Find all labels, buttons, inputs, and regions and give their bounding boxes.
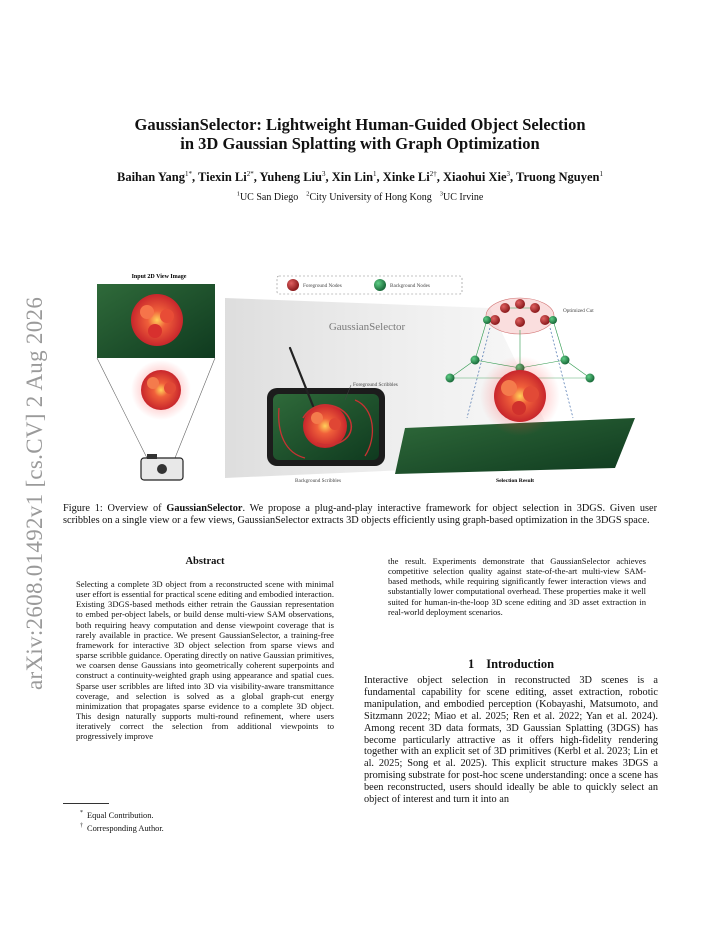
author-name: Xiaohui Xie — [442, 170, 507, 185]
author-name: Tiexin Li — [197, 170, 247, 185]
optimized-cut-label: Optimized Cut — [563, 308, 594, 314]
affiliation-name: UC Irvine — [443, 192, 484, 204]
author-name: Baihan Yang — [116, 170, 185, 185]
figure-caption — [63, 503, 657, 527]
fg-scribbles-label: Foreground Scribbles — [353, 382, 398, 388]
legend-fg-node — [287, 279, 299, 291]
affiliation-name: UC San Diego — [239, 192, 299, 204]
affiliation-mark: 3 — [439, 191, 444, 198]
arxiv-stamp: arXiv:2608.01492v1 [cs.CV] 2 Aug 2026 — [22, 296, 47, 690]
novel-view-flower — [131, 360, 191, 420]
input-flower — [131, 294, 183, 346]
paper-title — [60, 115, 660, 153]
abstract-heading: Abstract — [185, 556, 225, 567]
title-line-2: in 3D Gaussian Splatting with Graph Optimization — [180, 134, 540, 153]
caption-bold: GaussianSelector — [166, 503, 243, 514]
legend-bg-label: Background Nodes — [390, 283, 430, 289]
affiliation — [306, 192, 431, 203]
input-view-label: Input 2D View Image — [131, 274, 187, 280]
author-list: Baihan Yang$^{1*}$, Tiexin $Li^{2*}$, Yuheng Liu$^3$, Xin Lin$^1$, Xinke $Li^{2\dagger}$, Xiaohui Xie$^3$, Truong Nguyen$^1$ — [116, 170, 603, 185]
author-affiliation-mark: 3 — [321, 170, 326, 178]
affiliation-name: City University of Hong Kong — [309, 192, 432, 204]
affiliation-list — [60, 191, 660, 203]
author-affiliation-mark: 3 — [506, 170, 510, 178]
figure-1 — [95, 268, 655, 488]
author-name: Truong Nguyen — [516, 170, 600, 185]
author-affiliation-mark: 1* — [184, 170, 192, 178]
introduction-text: Interactive object selection in reconstructed 3D scenes is a fundamental capability for scene editing, asset extraction, robotic manipulation, and embodied perception (Kobayashi, Matsumoto, and Sitzmann 2022; Miao et al. 2025; Ren et al. 2022; Yan et al. 2024). Among recent 3D data formats, 3D Gaussian Splatting (3DGS) has become particularly attractive as it offers high-fidelity rendering together with an explicit set of 3D primitives (Kerbl et al. 2023; Lin et al. 2025; Song et al. 2025). This explicit structure makes 3DGS a promising substrate for post-hoc scene understanding: once a scene has been reconstructed, users should ideally be able to quickly select an object of interest and turn it into an — [364, 675, 658, 806]
author-affiliation-mark: 2* — [246, 170, 254, 178]
author-name: Xinke Li — [382, 170, 430, 185]
author-affiliation-mark: 1 — [599, 170, 603, 178]
affiliation — [440, 192, 484, 203]
footnotes — [80, 808, 164, 834]
affiliation-mark: 1 — [236, 191, 240, 198]
section-heading-introduction — [364, 657, 658, 672]
author-affiliation-mark: 1 — [373, 170, 377, 178]
selection-result-label: Selection Result — [495, 478, 535, 484]
gaussianselector-label: GaussianSelector — [328, 321, 406, 333]
footnote-text: Corresponding Author. — [87, 823, 164, 833]
author-name: Xin Lin — [331, 170, 374, 185]
left-column — [76, 556, 334, 742]
footnote — [80, 821, 164, 834]
author-affiliation-mark: 2† — [429, 170, 437, 178]
footnote-mark: † — [80, 822, 83, 829]
legend-fg-label: Foreground Nodes — [303, 283, 342, 289]
caption-prefix: Figure 1: Overview of — [63, 503, 167, 514]
footnote-text: Equal Contribution. — [87, 810, 154, 820]
caption-rest: . We propose a plug-and-play interactive framework for object selection in 3DGS. Given user scribbles on a single view or a few views, GaussianSelector extracts 3D objects efficiently using graph-based optimization in the 3DGS space. — [63, 503, 657, 526]
bg-scribbles-label: Background Scribbles — [295, 478, 341, 484]
title-line-1: GaussianSelector: Lightweight Human-Guided Object Selection — [134, 115, 586, 134]
scribble-tablet — [267, 388, 385, 466]
footnote-rule — [63, 803, 109, 804]
affiliation — [237, 192, 299, 203]
footnote — [80, 808, 164, 821]
camera-icon — [141, 454, 183, 480]
footnote-mark: * — [80, 810, 83, 816]
author-name: Yuheng Liu — [259, 170, 322, 185]
section-number: 1 — [467, 657, 475, 671]
section-title: Introduction — [486, 657, 555, 671]
abstract-text-right: the result. Experiments demonstrate that GaussianSelector achieves competitive selection quality against state-of-the-art multi-view SAM-based methods, while requiring significantly fewer interaction views and substantially lower computational overhead. These properties make it well suited for human-in-the-loop 3D scene editing and 3D asset extraction in real-world deployment scenarios. — [388, 556, 646, 617]
legend-bg-node — [374, 279, 386, 291]
abstract-text-left: Selecting a complete 3D object from a reconstructed scene with minimal user effort is essential for practical scene editing and embodied interaction. Existing 3DGS-based methods either retrain the Gaussian representation to embed per-object labels, or build dense multi-view SAM observations, both requiring heavy computation and dense viewpoint coverage that is rarely available in practice. We present GaussianSelector, a training-free framework for interactive 3D object selection from sparse views and sparse scribble guidance. Operating directly on native Gaussian primitives, we coarsen dense Gaussians into geometrically coherent superpoints and construct a continuity-weighted graph using appearance and spatial cues. Sparse user scribbles are lifted into 3D via visibility-aware transmittance coverage, and selection is solved as a global graph-cut energy minimization that propagates sparse evidence to a complete 3D object. This design naturally supports multi-round refinement, where users iteratively correct the selection from additional viewpoints to progressively improve — [76, 579, 334, 742]
affiliation-mark: 2 — [306, 191, 310, 198]
